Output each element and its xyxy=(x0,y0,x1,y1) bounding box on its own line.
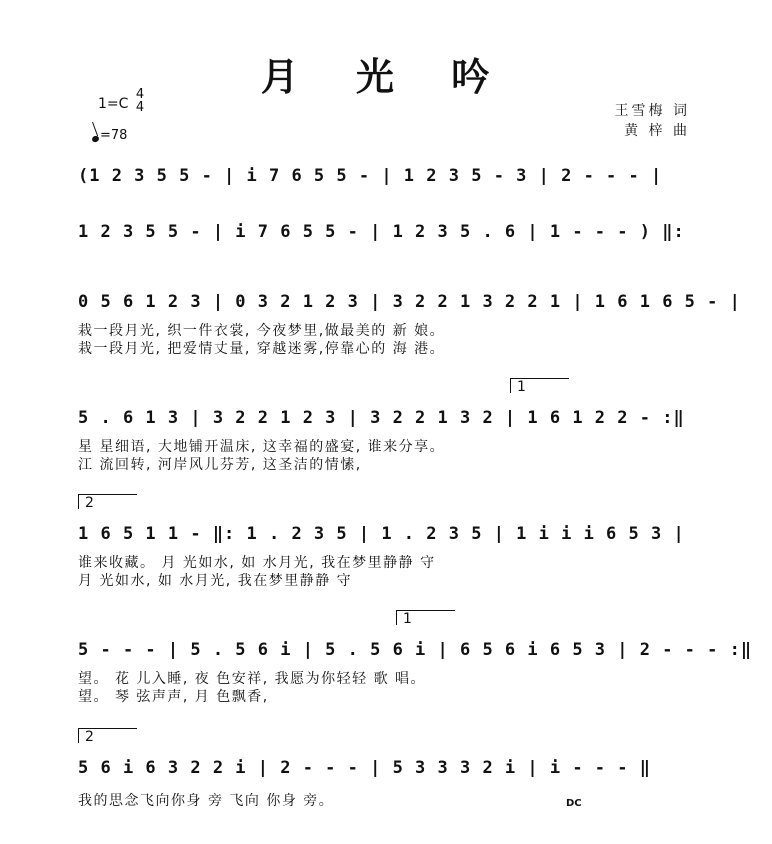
quarter-note-icon xyxy=(91,135,100,143)
da-capo-mark: DC xyxy=(566,798,582,809)
volta-bracket-3 xyxy=(396,610,455,625)
score-row-7: 5 6 i 6 3 2 2 i | 2 - - - | 5 3 3 3 2 i | i - - - ‖ xyxy=(78,758,651,778)
volta-bracket-4 xyxy=(78,728,137,743)
time-signature-top: 4 xyxy=(135,87,145,102)
lyric-row-7: 我的思念飞向你身 旁 飞向 你身 旁。 xyxy=(78,793,335,809)
lyric-row-4-verse-2: 江 流回转, 河岸风儿芬芳, 这圣洁的情愫, xyxy=(78,457,362,473)
volta-label: 2 xyxy=(85,495,94,511)
lyricist-credit: 王雪梅 词 xyxy=(614,103,690,119)
lyric-row-4-verse-1: 星 星细语, 大地铺开温床, 这幸福的盛宴, 谁来分享。 xyxy=(78,439,446,455)
page-title: 月 光 吟 xyxy=(260,55,512,99)
volta-bracket-1 xyxy=(510,378,569,393)
time-signature xyxy=(134,88,146,114)
score-row-4: 5 . 6 1 3 | 3 2 2 1 2 3 | 3 2 2 1 3 2 | 1 6 1 2 2 - :‖ xyxy=(78,408,685,428)
lyric-row-3-verse-1: 栽一段月光, 织一件衣裳, 今夜梦里,做最美的 新 娘。 xyxy=(78,323,446,339)
lyric-row-6-verse-2: 望。 琴 弦声声, 月 色飘香, xyxy=(78,689,269,705)
score-row-3: 0 5 6 1 2 3 | 0 3 2 1 2 3 | 3 2 2 1 3 2 2 1 | 1 6 1 6 5 - | xyxy=(78,292,741,312)
score-row-6: 5 - - - | 5 . 5 6 i | 5 . 5 6 i | 6 5 6 i 6 5 3 | 2 - - - :‖ xyxy=(78,640,753,660)
lyric-row-5-verse-1: 谁来收藏。 月 光如水, 如 水月光, 我在梦里静静 守 xyxy=(78,555,436,571)
key-signature: 1=C xyxy=(98,96,129,112)
lyric-row-6-verse-1: 望。 花 儿入睡, 夜 色安祥, 我愿为你轻轻 歌 唱。 xyxy=(78,671,427,687)
tempo-value: =78 xyxy=(100,128,128,143)
volta-label: 1 xyxy=(403,611,412,627)
time-signature-bottom: 4 xyxy=(135,100,145,115)
score-row-5: 1 6 5 1 1 - ‖: 1 . 2 3 5 | 1 . 2 3 5 | 1 i i i 6 5 3 | xyxy=(78,524,685,544)
score-row-1: (1 2 3 5 5 - | i 7 6 5 5 - | 1 2 3 5 - 3 | 2 - - - | xyxy=(78,166,663,186)
lyric-row-5-verse-2: 月 光如水, 如 水月光, 我在梦里静静 守 xyxy=(78,573,353,589)
score-row-2: 1 2 3 5 5 - | i 7 6 5 5 - | 1 2 3 5 . 6 | 1 - - - ) ‖: xyxy=(78,222,685,242)
lyric-row-3-verse-2: 栽一段月光, 把爱情丈量, 穿越迷雾,停靠心的 海 港。 xyxy=(78,341,446,357)
volta-label: 2 xyxy=(85,729,94,745)
volta-label: 1 xyxy=(517,379,526,395)
tempo-marking xyxy=(92,128,127,143)
volta-bracket-2 xyxy=(78,494,137,509)
composer-credit: 黄 梓 曲 xyxy=(624,123,690,139)
